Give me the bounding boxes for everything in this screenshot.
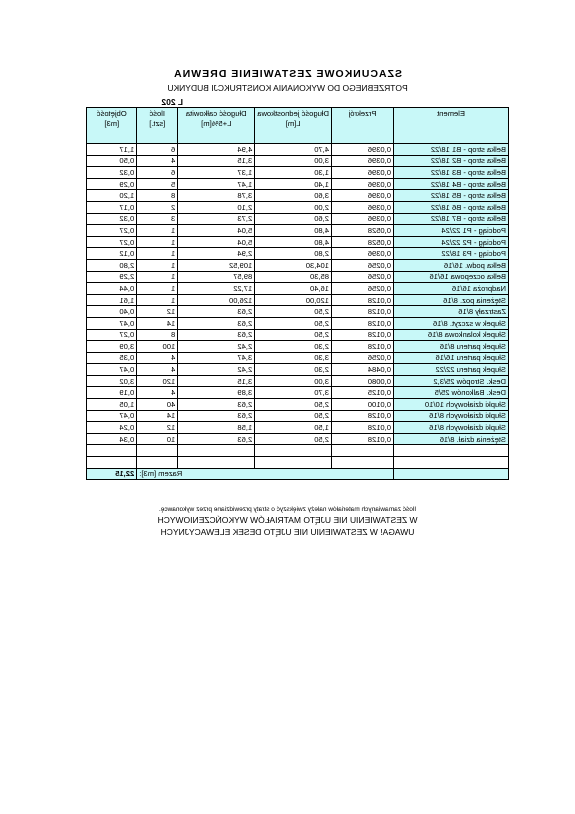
cell-dlugosc-calkowita: 1,37	[178, 167, 255, 179]
cell-przekroj: 0,0256	[332, 259, 394, 271]
cell-dlugosc-calkowita: 3,15	[178, 375, 255, 387]
cell-objetosc: 0,44	[87, 283, 137, 295]
total-empty-cell	[394, 468, 509, 480]
cell-ilosc: 8	[137, 329, 178, 341]
cell-dlugosc-calkowita: 4,94	[178, 144, 255, 156]
cell-objetosc: 0,35	[87, 352, 137, 364]
cell-ilosc: 8	[137, 190, 178, 202]
cell-przekroj: 0,0128	[332, 306, 394, 318]
table-row	[87, 178, 509, 190]
cell-element: Słupki działowych 10/10	[394, 399, 509, 411]
cell-element: Nadproża 16/16	[394, 283, 509, 295]
table-row	[87, 329, 509, 341]
cell-przekroj: 0,0396	[332, 213, 394, 225]
cell-ilosc: 6	[137, 144, 178, 156]
empty-cell	[137, 445, 178, 457]
table-row	[87, 167, 509, 179]
cell-dlugosc-jednostkowa: 2,50	[255, 306, 332, 318]
cell-przekroj: 0,0396	[332, 190, 394, 202]
note-finishing-materials: W ZESTAWIENIU NIE UJĘTO MATRIAŁÓW WYKOŃCZENIOWYCH	[157, 515, 418, 525]
cell-ilosc: 1	[137, 225, 178, 237]
note-small: Ilość zamawianych materiałów należy zwiększyć o straty przewidziane przez wykonawcę.	[158, 506, 417, 513]
cell-dlugosc-calkowita: 5,04	[178, 225, 255, 237]
cell-element: Słupek w szczyt. 8/16	[394, 317, 509, 329]
cell-ilosc: 12	[137, 306, 178, 318]
cell-przekroj: 0,0396	[332, 144, 394, 156]
cell-dlugosc-calkowita: 5,04	[178, 236, 255, 248]
cell-przekroj: 0,0128	[332, 294, 394, 306]
table-row	[87, 236, 509, 248]
table-row	[87, 201, 509, 213]
cell-dlugosc-jednostkowa: 1,40	[255, 178, 332, 190]
cell-objetosc: 3,02	[87, 375, 137, 387]
cell-przekroj: 0,0080	[332, 375, 394, 387]
cell-dlugosc-calkowita: 2,63	[178, 329, 255, 341]
cell-dlugosc-calkowita: 2,63	[178, 306, 255, 318]
header-objetosc: Objętość [m3]	[87, 108, 137, 144]
cell-element: Belka oczepowa 16/16	[394, 271, 509, 283]
cell-dlugosc-jednostkowa: 2,30	[255, 341, 332, 353]
cell-dlugosc-jednostkowa: 3,30	[255, 352, 332, 364]
cell-dlugosc-jednostkowa: 2,50	[255, 399, 332, 411]
cell-przekroj: 0,0128	[332, 329, 394, 341]
cell-element: Belka podw. 16/16	[394, 259, 509, 271]
cell-objetosc: 0,12	[87, 248, 137, 260]
cell-dlugosc-calkowita: 2,63	[178, 399, 255, 411]
cell-przekroj: 0,0128	[332, 422, 394, 434]
empty-cell	[178, 457, 255, 469]
cell-objetosc: 0,17	[87, 201, 137, 213]
cell-element: Słupki działowych 8/16	[394, 422, 509, 434]
table-body	[87, 144, 509, 480]
cell-ilosc: 12	[137, 422, 178, 434]
cell-dlugosc-jednostkowa: 2,50	[255, 433, 332, 445]
cell-ilosc: 40	[137, 399, 178, 411]
cell-element: Podciąg - P3 18/22	[394, 248, 509, 260]
cell-przekroj: 0,0528	[332, 225, 394, 237]
cell-dlugosc-jednostkowa: 1,30	[255, 167, 332, 179]
cell-dlugosc-jednostkowa: 4,80	[255, 225, 332, 237]
empty-cell	[87, 457, 137, 469]
cell-przekroj: 0,0396	[332, 248, 394, 260]
cell-element: Słupek parteru 8/16	[394, 341, 509, 353]
cell-dlugosc-jednostkowa: 3,60	[255, 190, 332, 202]
table-row	[87, 387, 509, 399]
cell-przekroj: 0,0396	[332, 178, 394, 190]
table-row	[87, 399, 509, 411]
cell-dlugosc-calkowita: 2,63	[178, 317, 255, 329]
cell-przekroj: 0,0256	[332, 283, 394, 295]
cell-ilosc: 1	[137, 259, 178, 271]
cell-element: Zastrzały 8/16	[394, 306, 509, 318]
cell-przekroj: 0,0528	[332, 236, 394, 248]
cell-element: Słupki działowych 8/16	[394, 410, 509, 422]
table-row	[87, 248, 509, 260]
cell-ilosc: 1	[137, 236, 178, 248]
table-row	[87, 317, 509, 329]
cell-dlugosc-jednostkowa: 120,00	[255, 294, 332, 306]
table-row	[87, 144, 509, 156]
cell-objetosc: 2,29	[87, 271, 137, 283]
total-value: 22,15	[87, 468, 137, 480]
empty-cell	[87, 445, 137, 457]
cell-dlugosc-calkowita: 17,22	[178, 283, 255, 295]
cell-przekroj: 0,0484	[332, 364, 394, 376]
cell-element: Stężenia dział. 8/16	[394, 433, 509, 445]
cell-element: Słupek parteru 22/22	[394, 364, 509, 376]
cell-objetosc: 1,20	[87, 190, 137, 202]
table-row	[87, 283, 509, 295]
cell-element: Belka strop - B2 18/22	[394, 155, 509, 167]
cell-objetosc: 0,27	[87, 225, 137, 237]
cell-objetosc: 3,09	[87, 341, 137, 353]
cell-objetosc: 1,05	[87, 399, 137, 411]
table-row	[87, 433, 509, 445]
cell-objetosc: 2,80	[87, 259, 137, 271]
cell-ilosc: 4	[137, 352, 178, 364]
cell-przekroj: 0,0128	[332, 410, 394, 422]
cell-przekroj: 0,0256	[332, 352, 394, 364]
table-row	[87, 271, 509, 283]
cell-ilosc: 4	[137, 387, 178, 399]
cell-element: Belka strop - B5 18/22	[394, 190, 509, 202]
cell-dlugosc-calkowita: 1,47	[178, 178, 255, 190]
cell-dlugosc-calkowita: 1,58	[178, 422, 255, 434]
cell-dlugosc-calkowita: 3,47	[178, 352, 255, 364]
cell-dlugosc-jednostkowa: 3,00	[255, 375, 332, 387]
document-code: L 202	[161, 97, 183, 107]
cell-dlugosc-jednostkowa: 2,60	[255, 213, 332, 225]
cell-element: Belka strop - B3 18/22	[394, 167, 509, 179]
cell-objetosc: 0,50	[87, 155, 137, 167]
document-title: SZACUNKOWE ZESTAWIENIE DREWNA	[173, 68, 402, 80]
cell-element: Belka strop - B7 18/22	[394, 213, 509, 225]
cell-dlugosc-calkowita: 2,10	[178, 201, 255, 213]
cell-ilosc: 120	[137, 375, 178, 387]
cell-objetosc: 0,47	[87, 410, 137, 422]
table-row	[87, 306, 509, 318]
table-row	[87, 410, 509, 422]
table-row	[87, 352, 509, 364]
cell-ilosc: 6	[137, 167, 178, 179]
cell-przekroj: 0,0396	[332, 167, 394, 179]
notes-block	[0, 506, 575, 537]
cell-objetosc: 0,34	[87, 433, 137, 445]
empty-cell	[255, 445, 332, 457]
cell-element: Belka strop - B1 18/22	[394, 144, 509, 156]
header-przekroj: Przekrój	[332, 108, 394, 144]
cell-przekroj: 0,0100	[332, 399, 394, 411]
table-row	[87, 364, 509, 376]
empty-row	[87, 445, 509, 457]
timber-table-wrapper	[86, 107, 509, 480]
cell-ilosc: 4	[137, 364, 178, 376]
cell-dlugosc-calkowita: 3,78	[178, 190, 255, 202]
table-header-row	[87, 108, 509, 144]
cell-objetosc: 0,40	[87, 306, 137, 318]
cell-objetosc: 0,47	[87, 364, 137, 376]
cell-element: Desk. Balkonów 25/5	[394, 387, 509, 399]
empty-cell	[394, 457, 509, 469]
cell-dlugosc-calkowita: 2,42	[178, 364, 255, 376]
header-element: Element	[394, 108, 509, 144]
cell-dlugosc-jednostkowa: 16,40	[255, 283, 332, 295]
cell-dlugosc-calkowita: 2,94	[178, 248, 255, 260]
cell-przekroj: 0,0128	[332, 433, 394, 445]
cell-przekroj: 0,0128	[332, 317, 394, 329]
cell-element: Słupek parteru 16/16	[394, 352, 509, 364]
header-dlugosc-calkowita: Długość całkowita L+5%[m]	[178, 108, 255, 144]
total-label: Razem [m3]:	[137, 468, 394, 480]
cell-dlugosc-calkowita: 3,89	[178, 387, 255, 399]
cell-ilosc: 14	[137, 410, 178, 422]
cell-dlugosc-jednostkowa: 1,50	[255, 422, 332, 434]
cell-dlugosc-jednostkowa: 2,00	[255, 201, 332, 213]
cell-dlugosc-jednostkowa: 3,00	[255, 155, 332, 167]
empty-cell	[178, 445, 255, 457]
cell-dlugosc-calkowita: 89,57	[178, 271, 255, 283]
cell-objetosc: 1,61	[87, 294, 137, 306]
cell-dlugosc-calkowita: 109,52	[178, 259, 255, 271]
cell-objetosc: 0,47	[87, 317, 137, 329]
cell-dlugosc-jednostkowa: 2,50	[255, 410, 332, 422]
cell-dlugosc-calkowita: 126,00	[178, 294, 255, 306]
cell-dlugosc-jednostkowa: 4,80	[255, 236, 332, 248]
cell-przekroj: 0,0396	[332, 155, 394, 167]
table-row	[87, 422, 509, 434]
header-dlugosc-jednostkowa: Długość jednostkowa L[m]	[255, 108, 332, 144]
cell-element: Podciąg - P1 22/24	[394, 225, 509, 237]
table-row	[87, 155, 509, 167]
table-row	[87, 213, 509, 225]
cell-dlugosc-calkowita: 3,15	[178, 155, 255, 167]
cell-objetosc: 0,24	[87, 422, 137, 434]
cell-dlugosc-jednostkowa: 85,30	[255, 271, 332, 283]
note-facade-boards: UWAGA! W ZESTAWIENIU NIE UJĘTO DESEK ELEWACYJNYCH	[160, 527, 415, 537]
cell-przekroj: 0,0128	[332, 341, 394, 353]
cell-ilosc: 100	[137, 341, 178, 353]
cell-dlugosc-calkowita: 2,63	[178, 410, 255, 422]
empty-cell	[332, 445, 394, 457]
empty-cell	[332, 457, 394, 469]
cell-objetosc: 0,32	[87, 213, 137, 225]
empty-cell	[255, 457, 332, 469]
cell-element: Stężenia poz. 8/16	[394, 294, 509, 306]
cell-objetosc: 0,27	[87, 329, 137, 341]
cell-dlugosc-jednostkowa: 2,50	[255, 317, 332, 329]
cell-dlugosc-jednostkowa: 4,70	[255, 144, 332, 156]
table-row	[87, 225, 509, 237]
cell-dlugosc-calkowita: 2,42	[178, 341, 255, 353]
cell-ilosc: 5	[137, 178, 178, 190]
empty-row	[87, 457, 509, 469]
timber-table	[86, 107, 509, 480]
cell-ilosc: 10	[137, 433, 178, 445]
table-row	[87, 259, 509, 271]
cell-przekroj: 0,0125	[332, 387, 394, 399]
cell-element: Desk. Stropów 25/3,2	[394, 375, 509, 387]
cell-ilosc: 1	[137, 248, 178, 260]
cell-dlugosc-calkowita: 2,73	[178, 213, 255, 225]
cell-ilosc: 1	[137, 294, 178, 306]
cell-objetosc: 0,19	[87, 387, 137, 399]
cell-objetosc: 0,32	[87, 167, 137, 179]
empty-cell	[394, 445, 509, 457]
table-row	[87, 375, 509, 387]
document-subtitle: POTRZEBNEGO DO WYKONANIA KONSTRUKCJI BUDYNKU	[167, 83, 408, 93]
cell-element: Belka strop - B4 18/22	[394, 178, 509, 190]
cell-dlugosc-jednostkowa: 2,80	[255, 248, 332, 260]
table-row	[87, 294, 509, 306]
cell-ilosc: 4	[137, 155, 178, 167]
cell-dlugosc-jednostkowa: 3,70	[255, 387, 332, 399]
empty-cell	[137, 457, 178, 469]
cell-element: Słupek kolankowa 8/16	[394, 329, 509, 341]
total-row	[87, 468, 509, 480]
cell-element: Podciąg - P2 22/24	[394, 236, 509, 248]
cell-przekroj: 0,0396	[332, 201, 394, 213]
cell-objetosc: 1,17	[87, 144, 137, 156]
table-row	[87, 341, 509, 353]
cell-ilosc: 2	[137, 201, 178, 213]
table-row	[87, 190, 509, 202]
cell-dlugosc-jednostkowa: 2,30	[255, 364, 332, 376]
cell-ilosc: 14	[137, 317, 178, 329]
cell-objetosc: 0,27	[87, 236, 137, 248]
cell-dlugosc-jednostkowa: 104,30	[255, 259, 332, 271]
cell-dlugosc-jednostkowa: 2,50	[255, 329, 332, 341]
header-ilosc: Ilość [szt.]	[137, 108, 178, 144]
cell-objetosc: 0,29	[87, 178, 137, 190]
cell-ilosc: 1	[137, 283, 178, 295]
cell-ilosc: 3	[137, 213, 178, 225]
cell-element: Belka strop - B6 18/22	[394, 201, 509, 213]
cell-ilosc: 1	[137, 271, 178, 283]
cell-przekroj: 0,0256	[332, 271, 394, 283]
cell-dlugosc-calkowita: 2,63	[178, 433, 255, 445]
